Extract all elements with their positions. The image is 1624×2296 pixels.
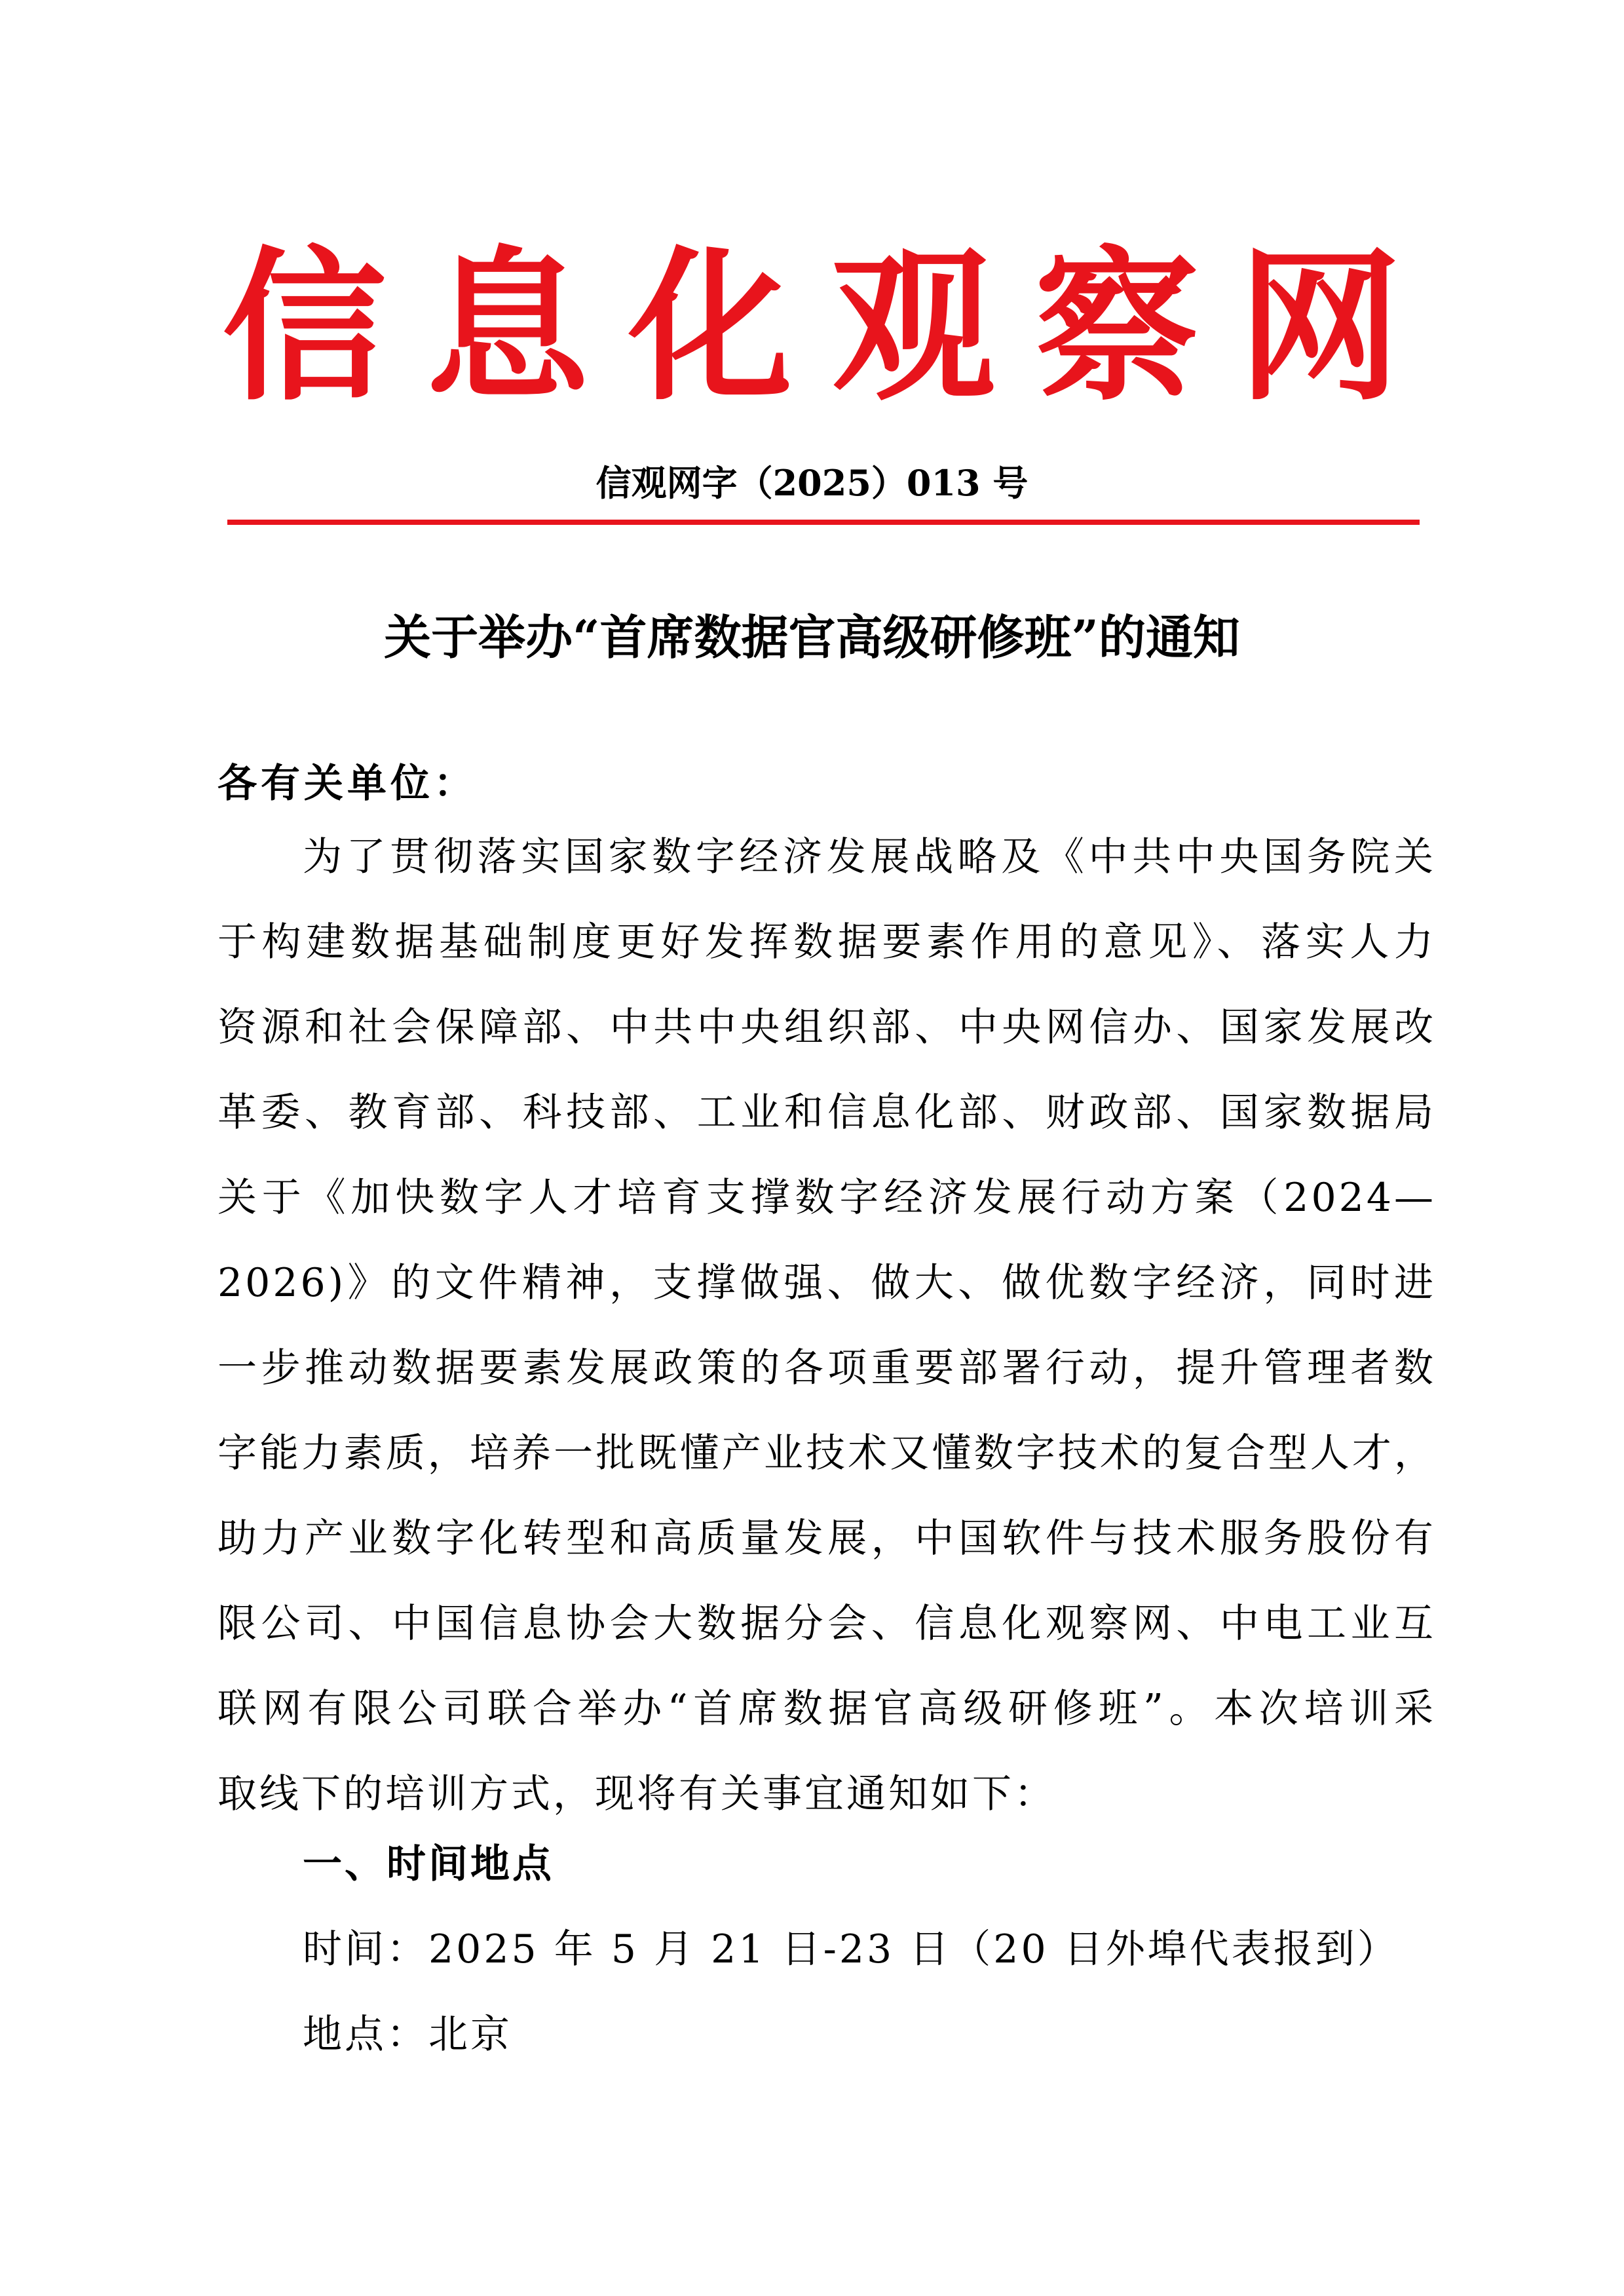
body-line: 取线下的培训方式，现将有关事宜通知如下： (217, 1771, 1056, 1817)
org-name-header: 信息化观察网 (222, 232, 1441, 423)
body-line: 关于《加快数字人才培育支撑数字经济发展行动方案（2024— (217, 1175, 1436, 1221)
notice-title: 关于举办“首席数据官高级研修班”的通知 (384, 609, 1240, 665)
body-line: 资源和社会保障部、中共中央组织部、中央网信办、国家发展改 (217, 1004, 1436, 1050)
body-line: 为了贯彻落实国家数字经济发展战略及《中共中央国务院关 (303, 834, 1436, 880)
time-detail: 时间：2025 年 5 月 21 日-23 日（20 日外埠代表报到） (303, 1926, 1399, 1972)
section-heading-time-place: 一、时间地点 (303, 1841, 554, 1887)
body-line: 一步推动数据要素发展政策的各项重要部署行动，提升管理者数 (217, 1345, 1436, 1391)
body-line: 联网有限公司联合举办“首席数据官高级研修班”。本次培训采 (217, 1686, 1436, 1732)
place-detail: 地点：北京 (303, 2012, 512, 2057)
body-line: 字能力素质，培养一批既懂产业技术又懂数字技术的复合型人才， (217, 1430, 1436, 1476)
body-line: 限公司、中国信息协会大数据分会、信息化观察网、中电工业互 (217, 1601, 1436, 1647)
red-divider-line (227, 520, 1420, 525)
salutation: 各有关单位： (217, 761, 477, 807)
body-line: 革委、教育部、科技部、工业和信息化部、财政部、国家数据局 (217, 1090, 1436, 1136)
document-number: 信观网字（2025）013 号 (595, 462, 1029, 504)
body-line: 2026)》的文件精神，支撑做强、做大、做优数字经济，同时进 (217, 1260, 1436, 1306)
body-line: 于构建数据基础制度更好发挥数据要素作用的意见》、落实人力 (217, 919, 1436, 965)
body-line: 助力产业数字化转型和高质量发展，中国软件与技术服务股份有 (217, 1516, 1436, 1561)
